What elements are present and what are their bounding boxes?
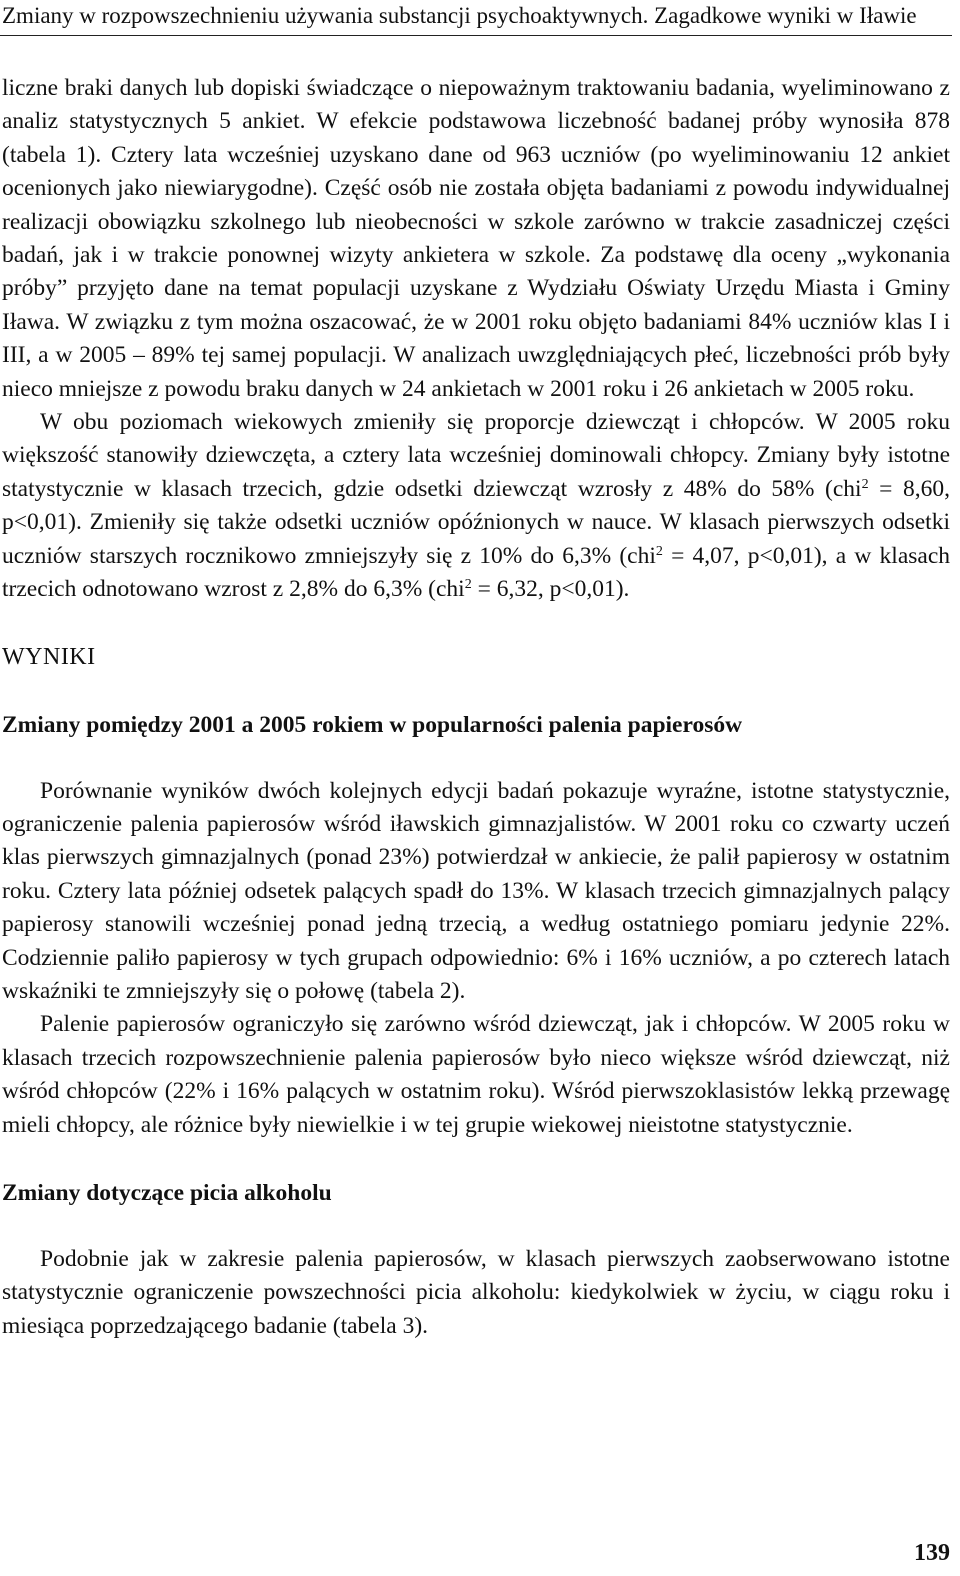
text-run: = 6,32, p<0,01). xyxy=(471,576,630,603)
subheading-smoking: Zmiany pomiędzy 2001 a 2005 rokiem w popularności palenia papierosów xyxy=(2,711,743,738)
spacer xyxy=(2,607,950,640)
page-content xyxy=(2,72,950,1343)
page-number: 139 xyxy=(914,1540,950,1566)
subheading-alcohol: Zmiany dotyczące picia alkoholu xyxy=(2,1179,332,1206)
text-run: W obu poziomach wiekowych zmieniły się proporcje dziewcząt i chłopców. W 2005 roku większość stanowiły dziewczęta, a cztery lata wcześniej dominowali chłopcy. Zmiany były istotne statystycznie w klasach trzecich, gdzie odsetki dziewcząt wzrosły z 48% do 58% (chi xyxy=(2,409,950,502)
paragraph-smoking-gender: Palenie papierosów ograniczyło się zarówno wśród dziewcząt, jak i chłopców. W 2005 roku w klasach trzecich rozpowszechnienie palenia papierosów było nieco większe wśród dziewcząt, niż wśród chłopców (22% i 16% palących w ostatnim roku). Wśród pierwszoklasistów lekką przewagę mieli chłopcy, ale różnice były niewielkie i w tej grupie wiekowej nieistotne statystycznie. xyxy=(2,1011,950,1138)
text-run: = 8,60, p<0,01). Zmieniły się także odsetki uczniów opóźnionych w nauce. W klasach pierwszych odsetki uczniów starszych rocznikowo zmniejszyły się z 10% do 6,3% (chi xyxy=(2,475,950,569)
running-header: Zmiany w rozpowszechnieniu używania substancji psychoaktywnych. Zagadkowe wyniki w Iławie xyxy=(2,3,917,28)
superscript: 2 xyxy=(464,577,472,593)
superscript: 2 xyxy=(655,543,663,559)
text-run: = 4,07, p<0,01), a w klasach trzecich odnotowano wzrost z 2,8% do 6,3% (chi xyxy=(2,542,951,603)
spacer xyxy=(2,1142,950,1176)
section-heading-results: WYNIKI xyxy=(2,643,96,670)
paragraph-sample-composition xyxy=(2,406,950,606)
spacer xyxy=(2,674,950,708)
superscript: 2 xyxy=(861,476,869,492)
header-divider xyxy=(0,35,952,36)
paragraph-smoking-results: Porównanie wyników dwóch kolejnych edycji badań pokazuje wyraźne, istotne statystycznie, ograniczenie palenia papierosów wśród iławskich gimnazjalistów. W 2001 roku co czwarty uczeń klas pierwszych gimnazjalnych (ponad 23%) potwierdzał w ankiecie, że palił papierosy w ostatnim roku. Cztery lata później odsetek palących spadł do 13%. W klasach trzecich gimnazjalnych palący papierosy stanowili wcześniej ponad jedną trzecią, a według ostatniego pomiaru jedynie 22%. Codziennie paliło papierosy w tych grupach odpowiednio: 6% i 16% uczniów, a po czterech latach wskaźniki te zmniejszyły się o połowę (tabela 2). xyxy=(2,777,950,1004)
spacer xyxy=(2,1210,950,1243)
spacer xyxy=(2,742,950,775)
paragraph-methods: liczne braki danych lub dopiski świadczące o niepoważnym traktowaniu badania, wyeliminowano z analiz statystycznych 5 ankiet. W efekcie podstawowa liczebność badanej próby wynosiła 878 (tabela 1). Cztery lata wcześniej uzyskano dane od 963 uczniów (po wyeliminowaniu 12 ankiet ocenionych jako niewiarygodne). Część osób nie została objęta badaniami z powodu indywidualnej realizacji obowiązku szkolnego lub nieobecności w szkole zarówno w trakcie zasadniczej części badań, jak i w trakcie ponownej wizyty ankietera w szkole. Za podstawę dla oceny „wykonania próby” przyjęto dane na temat populacji uzyskane z Wydziału Oświaty Urzędu Miasta i Gminy Iława. W związku z tym można oszacować, że w 2001 roku objęto badaniami 84% uczniów klas I i III, a w 2005 – 89% tej samej populacji. W analizach uwzględniających płeć, liczebności prób były nieco mniejsze z powodu braku danych w 24 ankietach w 2001 roku i 26 ankietach w 2005 roku. xyxy=(2,75,950,402)
paragraph-alcohol-results: Podobnie jak w zakresie palenia papierosów, w klasach pierwszych zaobserwowano istotne statystycznie ograniczenie powszechności picia alkoholu: kiedykolwiek w życiu, w ciągu roku i miesiąca poprzedzającego badanie (tabela 3). xyxy=(2,1245,950,1339)
